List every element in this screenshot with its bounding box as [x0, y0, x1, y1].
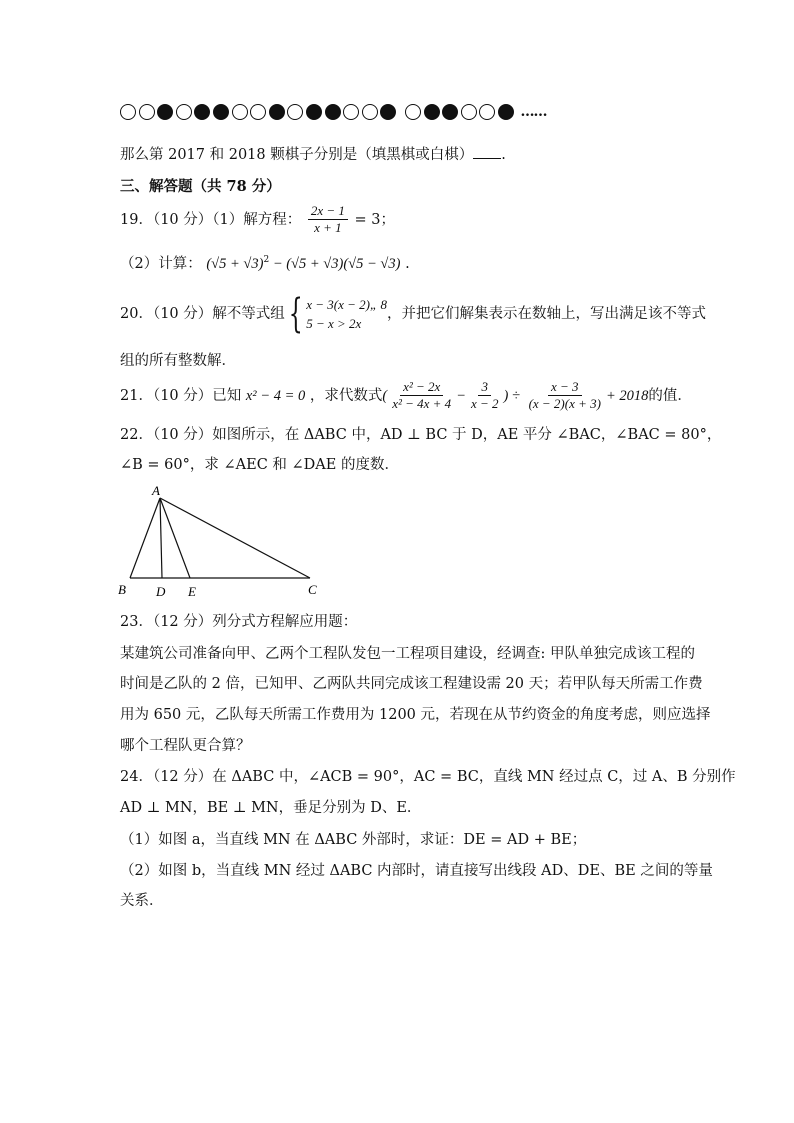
- white-stone-icon: [250, 104, 266, 120]
- question-24-line4: （2）如图 b，当直线 MN 经过 ΔABC 内部时，请直接写出线段 AD、DE、BE 之间的等量: [120, 863, 713, 879]
- stone-sequence: [120, 104, 546, 120]
- black-stone-icon: [194, 104, 210, 120]
- label-A: A: [152, 483, 160, 498]
- white-stone-icon: [461, 104, 477, 120]
- label-E: E: [188, 584, 196, 599]
- triangle-figure: [110, 482, 340, 602]
- system-brace: {: [288, 291, 303, 337]
- q21-minus: −: [456, 387, 466, 404]
- question-23-line3: 时间是乙队的 2 倍，已知甲、乙两队共同完成该工程建设需 20 天；若甲队每天所需工作费: [120, 676, 703, 692]
- q21-f1-den: x² − 4x + 4: [392, 396, 452, 412]
- q19-frac-den: x + 1: [314, 220, 342, 236]
- black-stone-icon: [306, 104, 322, 120]
- label-D: D: [156, 584, 166, 599]
- q21-div: ) ÷: [503, 387, 524, 404]
- q21-f2-den: x − 2: [470, 396, 499, 412]
- q21-f1-num: x² − 2x: [400, 380, 443, 396]
- q21-condition: x² − 4 = 0: [245, 387, 306, 404]
- white-stone-icon: [479, 104, 495, 120]
- segment-AD: [160, 498, 162, 578]
- q19-rhs: = 3；: [354, 211, 395, 228]
- question-24-line5: 关系．: [120, 893, 164, 909]
- q19-part2-expr-a: (√5 + √3): [206, 255, 264, 272]
- white-stone-icon: [343, 104, 359, 120]
- question-21: 21．（10 分）已知 x² − 4 = 0 ，求代数式( $\frac{\text{x² − 2x}}{\text{x² − 4x + 4}}$ − $\frac{3}{x - 2}$ ) ÷ $\frac{x - 3}{(x - 2)(x + 3)}$ + 2018的值．: [120, 379, 692, 412]
- black-stone-icon: [424, 104, 440, 120]
- inequality-system: [306, 295, 387, 334]
- segment-AB: [130, 498, 160, 578]
- q21-fraction-3: [526, 380, 604, 412]
- q21-end: 的值．: [648, 387, 692, 404]
- question-24-line3: （1）如图 a，当直线 MN 在 ΔABC 外部时，求证：DE = AD + BE；: [120, 832, 587, 848]
- inequality-2: 5 − x > 2x: [306, 316, 362, 331]
- inequality-1: x − 3(x − 2)„ 8: [306, 296, 387, 312]
- stone-question: [120, 146, 506, 164]
- white-stone-icon: [287, 104, 303, 120]
- question-23-line2: 某建筑公司准备向甲、乙两个工程队发包一工程项目建设，经调查: 甲队单独完成该工程的: [120, 646, 695, 662]
- q21-number: 21．（10 分）已知: [120, 387, 242, 404]
- stone-ellipsis: ……: [520, 104, 547, 120]
- q21-f3-num: x − 3: [548, 380, 582, 396]
- segment-AE: [160, 498, 190, 578]
- white-stone-icon: [139, 104, 155, 120]
- question-24-line1: 24．（12 分）在 ΔABC 中，∠ACB = 90°，AC = BC，直线 MN 经过点 C，过 A、B 分别作: [120, 769, 736, 785]
- q21-fraction-2: [468, 380, 502, 412]
- question-19-part1: [120, 204, 395, 236]
- black-stone-icon: [380, 104, 396, 120]
- question-23-line4: 用为 650 元，乙队每天所需工作费用为 1200 元，若现在从节约资金的角度考虑，则应选择: [120, 707, 711, 723]
- q21-f3-den: (x − 2)(x + 3): [528, 396, 601, 412]
- white-stone-icon: [405, 104, 421, 120]
- black-stone-icon: [442, 104, 458, 120]
- q20-number: 20．（10 分）解不等式组: [120, 306, 285, 322]
- black-stone-icon: [498, 104, 514, 120]
- question-23-line5: 哪个工程队更合算？: [120, 738, 251, 754]
- q21-mid: ，求代数式: [309, 387, 383, 404]
- section-title: 三、解答题（共 78 分）: [120, 178, 281, 195]
- question-20-line2: 组的所有整数解．: [120, 353, 236, 369]
- q19-part2-end: .: [405, 255, 410, 272]
- white-stone-icon: [232, 104, 248, 120]
- q21-plus: + 2018: [605, 387, 649, 404]
- stone-question-text: 那么第 2017 和 2018 颗棋子分别是（填黑棋或白棋）: [120, 147, 474, 163]
- question-19-part2: [120, 255, 410, 273]
- question-24-line2: AD ⊥ MN，BE ⊥ MN，垂足分别为 D、E．: [120, 800, 422, 816]
- q19-part2-expr-b: − (√5 + √3)(√5 − √3): [269, 255, 401, 272]
- white-stone-icon: [120, 104, 136, 120]
- q21-fraction-1: [389, 380, 454, 412]
- question-20: [120, 291, 706, 337]
- q19-fraction: [308, 204, 348, 236]
- question-22-line2: ∠B = 60°，求 ∠AEC 和 ∠DAE 的度数．: [120, 457, 399, 473]
- q19-frac-num: 2x − 1: [308, 204, 348, 220]
- segment-AC: [160, 498, 310, 578]
- white-stone-icon: [176, 104, 192, 120]
- q19-part2-exp: 2: [263, 255, 270, 265]
- black-stone-icon: [325, 104, 341, 120]
- stone-question-end: .: [501, 147, 506, 163]
- question-23-line1: 23．（12 分）列分式方程解应用题：: [120, 614, 358, 630]
- q19-part2-label: （2）计算：: [120, 255, 202, 272]
- black-stone-icon: [157, 104, 173, 120]
- answer-blank: [473, 146, 501, 159]
- black-stone-icon: [269, 104, 285, 120]
- q20-after: ，并把它们解集表示在数轴上，写出满足该不等式: [386, 306, 706, 322]
- q21-f2-num: 3: [478, 380, 491, 396]
- black-stone-icon: [213, 104, 229, 120]
- label-C: C: [308, 582, 317, 597]
- question-22-line1: 22．（10 分）如图所示，在 ΔABC 中，AD ⊥ BC 于 D，AE 平分 ∠BAC，∠BAC = 80°，: [120, 427, 722, 443]
- q19-number: 19．（10 分）（1）解方程：: [120, 211, 302, 228]
- label-B: B: [118, 582, 126, 597]
- white-stone-icon: [362, 104, 378, 120]
